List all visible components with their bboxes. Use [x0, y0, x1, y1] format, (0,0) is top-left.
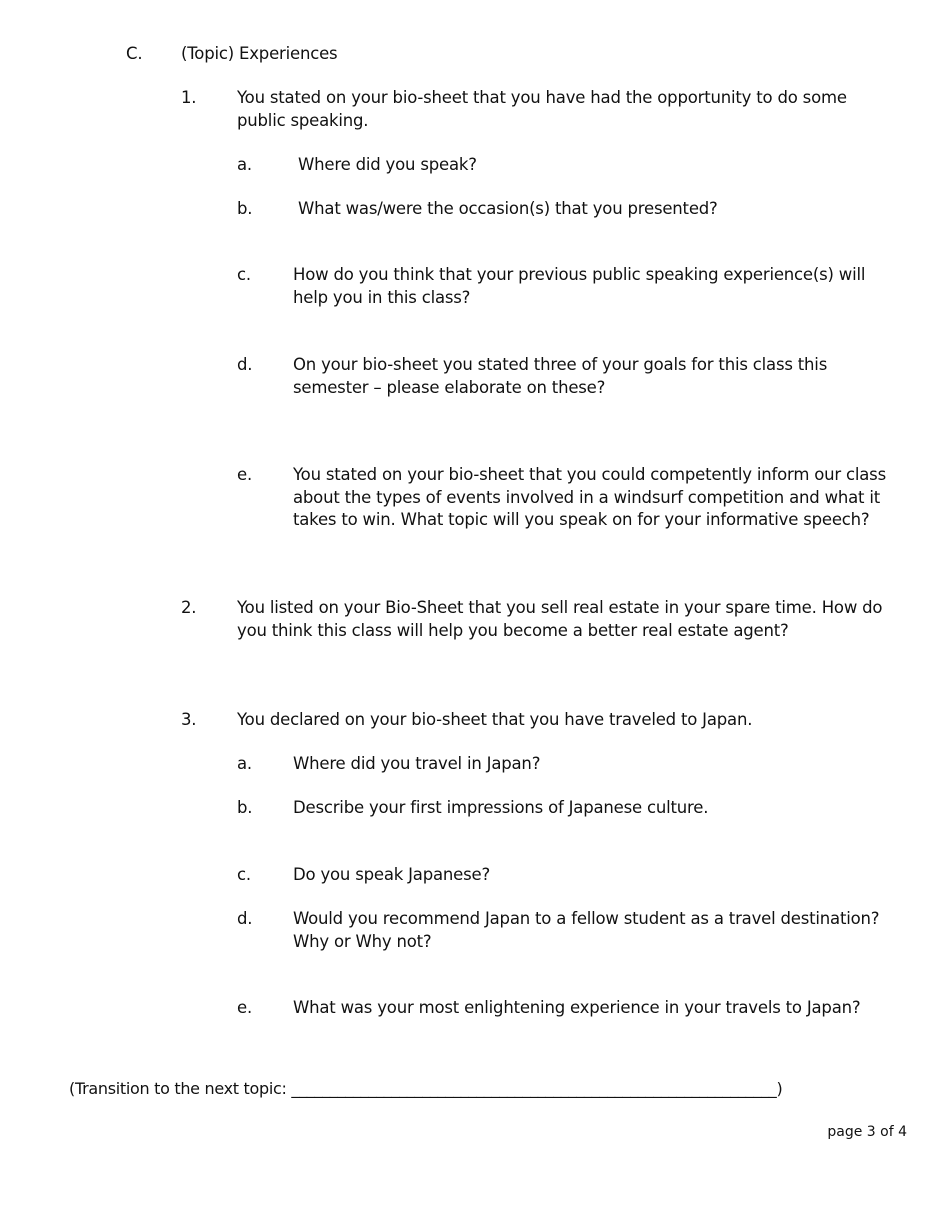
sub-question-text: Where did you travel in Japan?: [293, 754, 541, 773]
question-text: You stated on your bio-sheet that you have had the opportunity to do some public speaking.: [237, 88, 847, 130]
sub-question-text: Do you speak Japanese?: [293, 865, 491, 884]
question-1: [181, 87, 881, 133]
sub-question-letter: a.: [237, 754, 252, 773]
sub-question-3a: [237, 753, 917, 777]
sub-question-1c: [237, 264, 917, 310]
sub-question-letter: a.: [237, 155, 252, 174]
transition-line: (Transition to the next topic: _______________________________________________________________): [69, 1079, 783, 1098]
sub-question-letter: d.: [237, 355, 253, 374]
section-label: C.: [126, 44, 143, 63]
sub-question-letter: b.: [237, 798, 253, 817]
sub-question-3c: [237, 864, 917, 888]
sub-question-letter: c.: [237, 265, 251, 284]
sub-question-1d: [237, 354, 917, 400]
sub-question-text: Would you recommend Japan to a fellow student as a travel destination? Why or Why not?: [293, 909, 880, 951]
section-title: (Topic) Experiences: [181, 44, 338, 63]
sub-question-text: You stated on your bio-sheet that you could competently inform our class about the types of events involved in a windsurf competition and what it takes to win. What topic will you speak on for your informative speech?: [293, 465, 886, 529]
sub-question-3d: [237, 908, 917, 954]
sub-question-1a: [237, 154, 917, 178]
question-text: You declared on your bio-sheet that you have traveled to Japan.: [237, 710, 753, 729]
section-heading: [126, 43, 926, 67]
question-number: 3.: [181, 710, 197, 729]
question-number: 2.: [181, 598, 197, 617]
sub-question-3e: [237, 997, 917, 1021]
sub-question-3b: [237, 797, 917, 821]
question-2: [181, 597, 901, 643]
sub-question-text: Describe your first impressions of Japanese culture.: [293, 798, 709, 817]
sub-question-1b: [237, 198, 917, 222]
question-3: [181, 709, 901, 733]
sub-question-letter: e.: [237, 998, 252, 1017]
sub-question-letter: b.: [237, 199, 253, 218]
sub-question-text: How do you think that your previous public speaking experience(s) will help you in this class?: [293, 265, 866, 307]
sub-question-text: On your bio-sheet you stated three of your goals for this class this semester – please elaborate on these?: [293, 355, 828, 397]
sub-question-text: Where did you speak?: [293, 155, 477, 174]
sub-question-letter: d.: [237, 909, 253, 928]
sub-question-text: What was your most enlightening experience in your travels to Japan?: [293, 998, 861, 1017]
question-number: 1.: [181, 88, 197, 107]
page-number: page 3 of 4: [827, 1124, 907, 1140]
sub-question-letter: e.: [237, 465, 252, 484]
sub-question-letter: c.: [237, 865, 251, 884]
question-text: You listed on your Bio-Sheet that you sell real estate in your spare time. How do you think this class will help you become a better real estate agent?: [237, 598, 883, 640]
sub-question-text: What was/were the occasion(s) that you presented?: [293, 199, 718, 218]
sub-question-1e: [237, 464, 917, 534]
